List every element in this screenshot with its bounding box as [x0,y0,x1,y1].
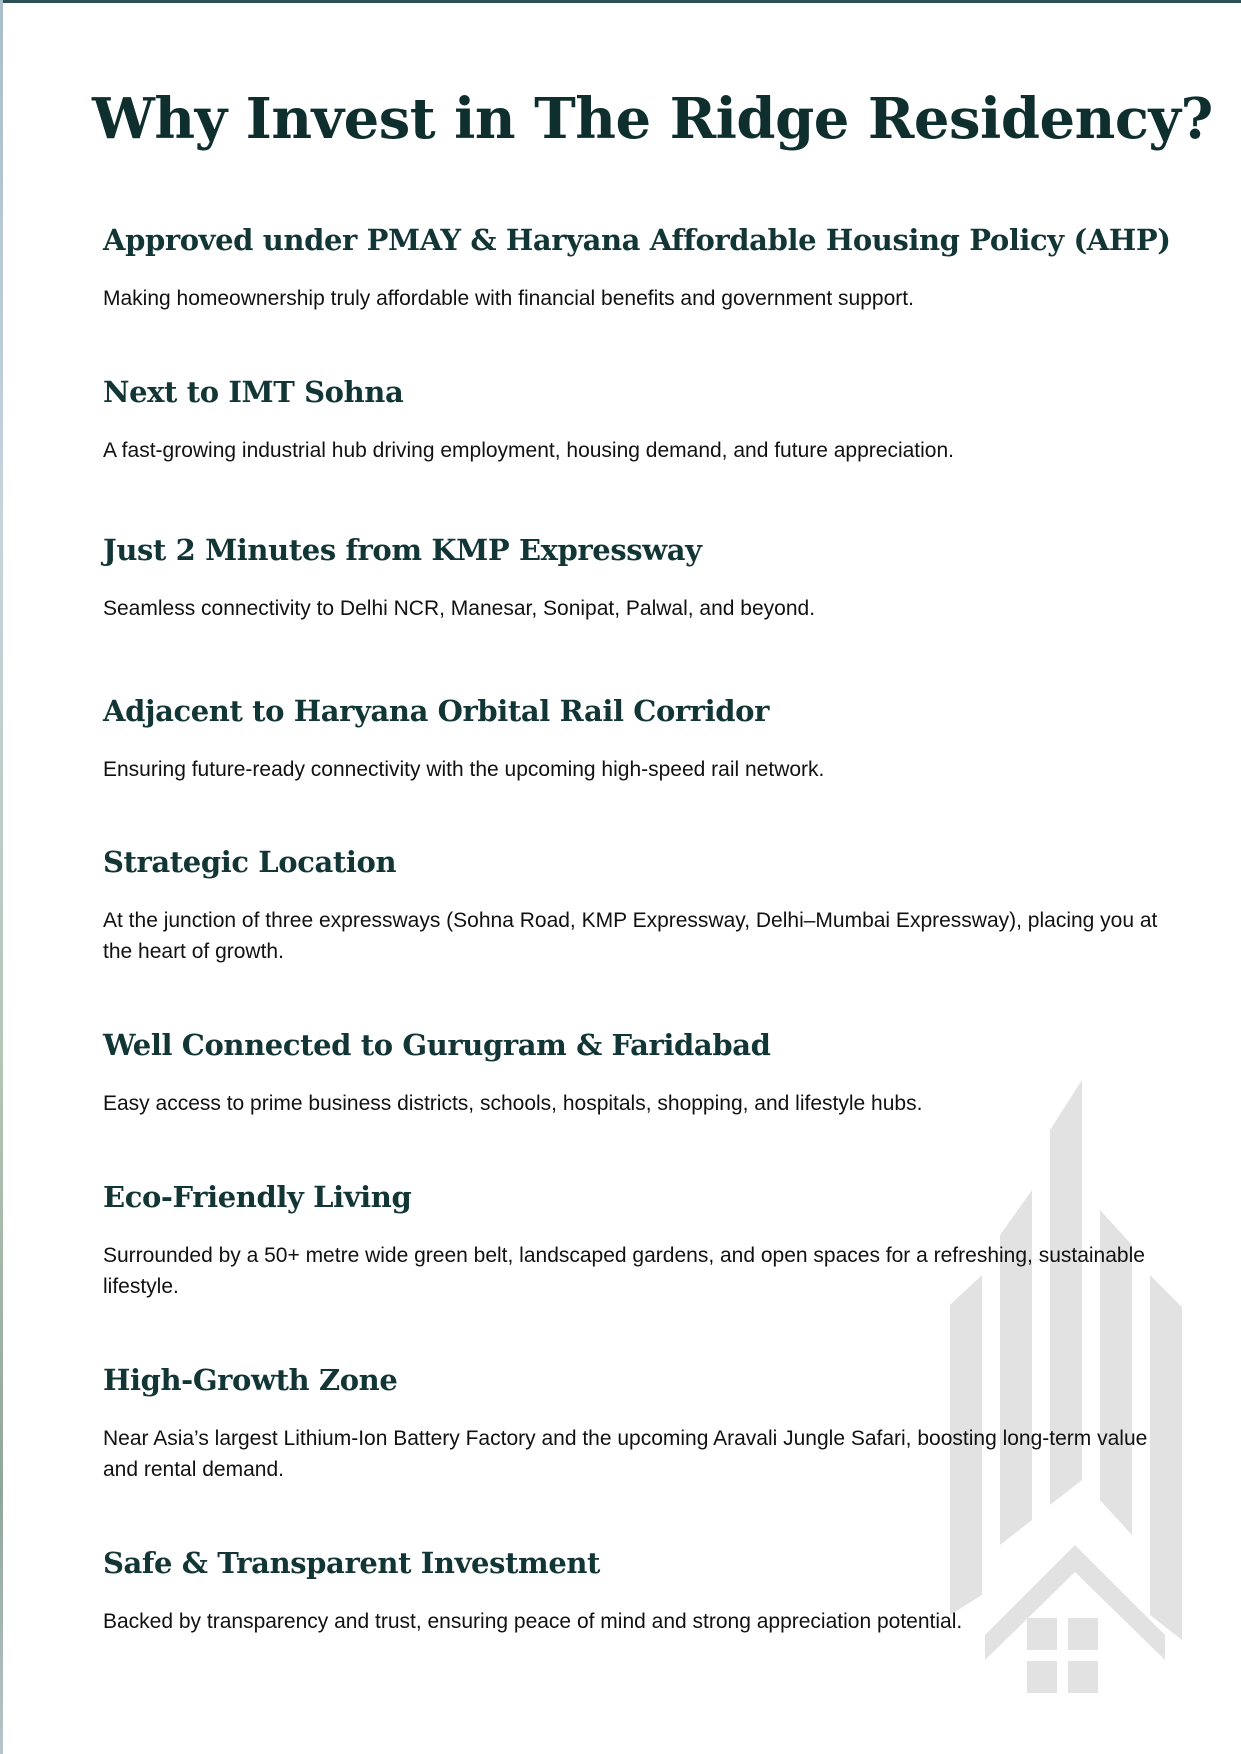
top-rule [0,0,1241,3]
left-edge-strip [0,0,3,1754]
feature-description: At the junction of three expressways (Sohna Road, KMP Expressway, Delhi–Mumbai Expressway), placing you at the heart of growth. [103,909,1158,963]
feature-item [103,531,1173,624]
feature-heading: Adjacent to Haryana Orbital Rail Corridor [103,694,769,728]
feature-description: Backed by transparency and trust, ensuring peace of mind and strong appreciation potential. [103,1610,963,1633]
feature-description: Surrounded by a 50+ metre wide green belt, landscaped gardens, and open spaces for a refreshing, sustainable lifestyle. [103,1244,1145,1298]
feature-heading: Safe & Transparent Investment [103,1546,601,1580]
feature-heading: Strategic Location [103,845,397,879]
feature-heading: Next to IMT Sohna [103,375,404,409]
feature-item [103,1361,1173,1485]
feature-description: Easy access to prime business districts, schools, hospitals, shopping, and lifestyle hubs. [103,1092,923,1115]
feature-item [103,1026,1173,1119]
page-title: Why Invest in The Ridge Residency? [92,86,1213,152]
feature-heading: Approved under PMAY & Haryana Affordable Housing Policy (AHP) [103,223,1171,257]
feature-heading: Just 2 Minutes from KMP Expressway [103,533,702,567]
feature-item [103,692,1173,785]
feature-heading: Eco-Friendly Living [103,1180,412,1214]
feature-description: Ensuring future-ready connectivity with the upcoming high-speed rail network. [103,758,825,781]
feature-item [103,843,1173,967]
feature-description: Seamless connectivity to Delhi NCR, Manesar, Sonipat, Palwal, and beyond. [103,597,816,620]
feature-description: A fast-growing industrial hub driving employment, housing demand, and future appreciation. [103,439,955,462]
feature-description: Near Asia’s largest Lithium-Ion Battery Factory and the upcoming Aravali Jungle Safari, boosting long-term value and rental demand. [103,1427,1148,1481]
feature-description: Making homeownership truly affordable with financial benefits and government support. [103,287,914,310]
feature-heading: High-Growth Zone [103,1363,398,1397]
feature-item [103,221,1173,314]
feature-item [103,1544,1173,1637]
feature-item [103,1178,1173,1302]
feature-item [103,373,1173,466]
feature-heading: Well Connected to Gurugram & Faridabad [103,1028,771,1062]
